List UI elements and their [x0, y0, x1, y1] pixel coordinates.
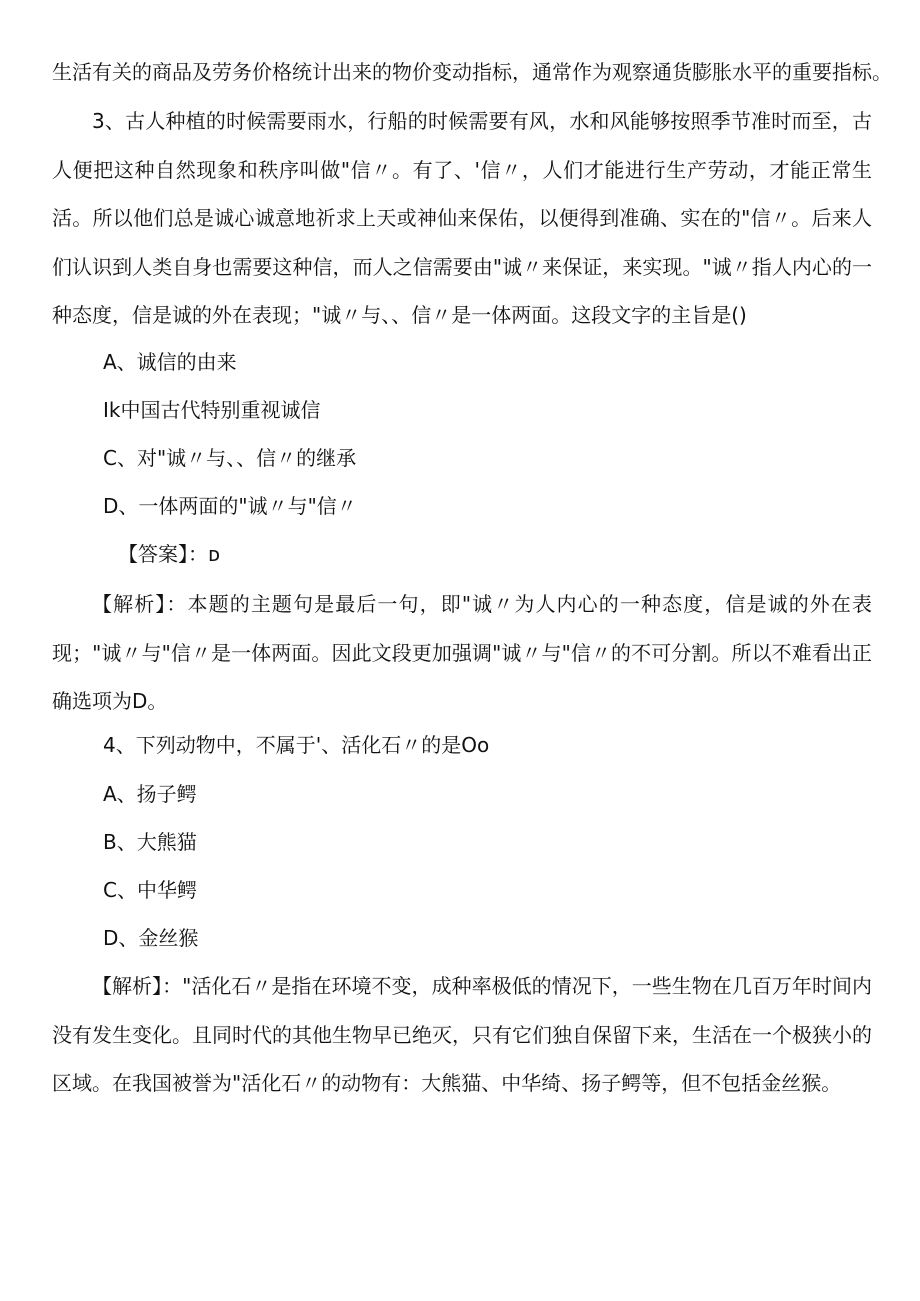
- question-4-option-b: B、大熊猫: [103, 830, 197, 854]
- question-3-stem: 3、古人种植的时候需要雨水，行船的时候需要有风，水和风能够按照季节准时而至，古人便把这种自然现象和秩序叫做"信〃。有了、'信〃，人们才能进行生产劳动，才能正常生活。所以他们总是诚心诚意地祈求上天或神仙来保佑，以便得到准确、实在的"信〃。后来人们认识到人类自身也需要这种信，而人之信需要由"诚〃来保证，来实现。"诚〃指人内心的一种态度，信是诚的外在表现；"诚〃与、、信〃是一体两面。这段文字的主旨是(): [52, 109, 872, 327]
- question-4-analysis: 【解析】："活化石〃是指在环境不变，成种率极低的情况下，一些生物在几百万年时间内没有发生变化。且同时代的其他生物早已绝灭，只有它们独自保留下来，生活在一个极狭小的区域。在我国被誉为"活化石〃的动物有：大熊猫、中华绮、扬子鳄等，但不包括金丝猴。: [52, 974, 872, 1095]
- question-4-option-c: C、中华鳄: [103, 878, 197, 902]
- question-3-option-b: Ik中国古代特别重视诚信: [103, 398, 321, 422]
- question-4-stem: 4、下列动物中，不属于'、活化石〃的是Oo: [103, 733, 490, 757]
- question-3-answer: 【答案】：ᴅ: [118, 542, 221, 566]
- question-3-analysis: 【解析】：本题的主题句是最后一句，即"诚〃为人内心的一种态度，信是诚的外在表现；"诚〃与"信〃是一体两面。因此文段更加强调"诚〃与"信〃的不可分割。所以不难看出正确选项为D。: [52, 592, 872, 713]
- question-3-option-d: D、一体两面的"诚〃与"信〃: [103, 494, 357, 518]
- question-4-option-d: D、金丝猴: [103, 926, 199, 950]
- question-3-option-c: C、对"诚〃与、、信〃的继承: [103, 446, 357, 470]
- question-3-option-a: A、诚信的由来: [103, 350, 237, 374]
- text-line-continuation: 生活有关的商品及劳务价格统计出来的物价变动指标，通常作为观察通货膨胀水平的重要指标。: [52, 60, 892, 84]
- question-4-option-a: A、扬子鳄: [103, 782, 197, 806]
